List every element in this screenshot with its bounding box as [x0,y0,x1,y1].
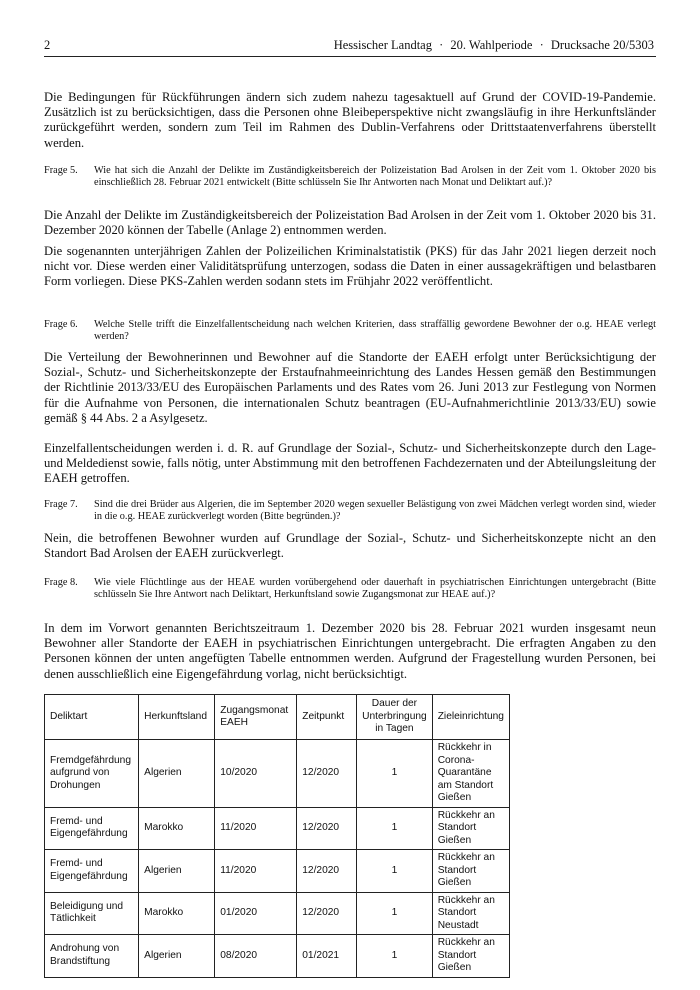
question-number: Frage 8. [44,577,78,588]
column-header: Zeitpunkt [297,695,357,740]
question-6 [44,319,656,344]
separator: · [439,38,444,52]
table-cell: Rückkehr an Standort Gießen [432,935,509,978]
table-cell: 12/2020 [297,740,357,808]
document-page [44,38,656,973]
question-7 [44,499,656,524]
table-cell: 12/2020 [297,807,357,850]
question-8 [44,577,656,602]
table-cell: Rückkehr an Standort Gießen [432,807,509,850]
answer-5-paragraph-1: Die Anzahl der Delikte im Zuständigkeitsbereich der Polizeistation Bad Arolsen in der Zeit vom 1. Oktober 2020 bis 31. Dezember 2020 können der Tabelle (Anlage 2) entnommen werden. [44,208,656,238]
table-cell: Rückkehr in Corona-Quarantäne am Standort Gießen [432,740,509,808]
question-5 [44,165,656,190]
table-cell: 1 [357,892,433,935]
question-text: Sind die drei Brüder aus Algerien, die im September 2020 wegen sexueller Belästigung von zwei Mädchen verlegt worden sind, wieder in die o.g. HEAE zurückverlegt worden (Bitte begründen.)? [94,499,656,523]
question-number: Frage 7. [44,499,78,510]
table-cell: Androhung von Brandstiftung [45,935,139,978]
question-text: Wie hat sich die Anzahl der Delikte im Zuständigkeitsbereich der Polizeistation Bad Arolsen in der Zeit vom 1. Oktober 2020 bis einschließlich 28. Februar 2021 entwickelt (Bitte schlüsseln Sie Ihr Antworten nach Monat und Deliktart auf.)? [94,165,656,189]
header-info [332,38,656,53]
answer-8-paragraph: In dem im Vorwort genannten Berichtszeitraum 1. Dezember 2020 bis 28. Februar 2021 wurden insgesamt neun Bewohner aller Standorte der EAEH in psychiatrischen Einrichtungen untergebracht. Die erfragten Angaben zu den Personen können der unten angefügten Tabelle entnommen werden. Aufgrund der Fragestellung wurden Personen, bei denen ausschließlich eine Eigengefährdung vorlag, nicht berücksichtigt. [44,621,656,681]
column-header: Zieleinrichtung [432,695,509,740]
document-number: Drucksache 20/5303 [550,38,654,52]
question-text: Wie viele Flüchtlinge aus der HEAE wurden vorübergehend oder dauerhaft in psychiatrischen Einrichtungen untergebracht (Bitte schlüsseln Sie Ihre Antwort nach Deliktart, Herkunftsland sowie Zugangsmonat zur HEAE auf.)? [94,577,656,601]
table-cell: 1 [357,935,433,978]
table-cell: Algerien [139,850,215,893]
table-cell: 10/2020 [215,740,297,808]
table-cell: 12/2020 [297,850,357,893]
separator: · [539,38,544,52]
table-cell: Algerien [139,935,215,978]
table-cell: 1 [357,850,433,893]
table-cell: Fremd- und Eigengefährdung [45,807,139,850]
page-header [44,38,656,57]
question-number: Frage 6. [44,319,78,330]
answer-5-paragraph-2: Die sogenannten unterjährigen Zahlen der Polizeilichen Kriminalstatistik (PKS) für das Jahr 2021 liegen derzeit noch nicht vor. Diese werden einer Validitätsprüfung unterzogen, sodass die Daten in einer aussagekräftigen und belastbaren Form vorliegen. Diese PKS-Zahlen werden sodann stets im Frühjahr 2022 veröffentlicht. [44,244,656,289]
placement-table [44,694,510,978]
table-cell: 1 [357,740,433,808]
publisher: Hessischer Landtag [333,38,432,52]
answer-7-paragraph: Nein, die betroffenen Bewohner wurden auf Grundlage der Sozial-, Schutz- und Sicherheitskonzepte nicht an den Standort Bad Arolsen der EAEH zurückverlegt. [44,531,656,561]
table-cell: 1 [357,807,433,850]
table-cell: Rückkehr an Standort Gießen [432,850,509,893]
table-cell: Rückkehr an Standort Neustadt [432,892,509,935]
table-row [45,807,510,850]
table-cell: 01/2021 [297,935,357,978]
table-row [45,740,510,808]
table-header-row [45,695,510,740]
table-cell: Algerien [139,740,215,808]
column-header: Dauer der Unterbringung in Tagen [357,695,433,740]
table-cell: Fremdgefährdung aufgrund von Drohungen [45,740,139,808]
table-row [45,850,510,893]
answer-6-paragraph-1: Die Verteilung der Bewohnerinnen und Bewohner auf die Standorte der EAEH erfolgt unter Berücksichtigung der Sozial-, Schutz- und Sicherheitskonzepte der Erstaufnahmeeinrichtung des Landes Hessen gemäß den Bestimmungen der Richtlinie 2013/33/EU des Europäischen Parlaments und des Rates vom 26. Juni 2013 zur Festlegung von Normen für die Aufnahme von Personen, die internationalen Schutz beantragen (EU-Aufnahmerichtlinie 2013/33/EU) sowie gemäß § 44 Abs. 2 a Asylgesetz. [44,350,656,425]
question-text: Welche Stelle trifft die Einzelfallentscheidung nach welchen Kriterien, dass straffällig gewordene Bewohner der o.g. HEAE verlegt werden? [94,319,656,343]
legislative-period: 20. Wahlperiode [450,38,533,52]
table-cell: 12/2020 [297,892,357,935]
answer-6-paragraph-2: Einzelfallentscheidungen werden i. d. R. auf Grundlage der Sozial-, Schutz- und Sicherheitskonzepte durch den Lage- und Meldedienst sowie, falls nötig, unter Abstimmung mit den betroffenen Fachdezernaten und der Abteilungsleitung der EAEH getroffen. [44,441,656,486]
intro-paragraph: Die Bedingungen für Rückführungen ändern sich zudem nahezu tagesaktuell auf Grund der COVID-19-Pandemie. Zusätzlich ist zu berücksichtigen, dass die Personen ohne Bleibeperspektive nicht zwangsläufig in ihre Herkunftsländer zurückgeführt werden, sondern zum Teil im Rahmen des Dublin-Verfahrens oder Drittstaatenverfahrens überstellt werden. [44,90,656,150]
table-cell: Fremd- und Eigengefährdung [45,850,139,893]
table-cell: 11/2020 [215,850,297,893]
table-cell: 11/2020 [215,807,297,850]
question-number: Frage 5. [44,165,78,176]
table-cell: 01/2020 [215,892,297,935]
column-header: Herkunftsland [139,695,215,740]
table-cell: Beleidigung und Tätlichkeit [45,892,139,935]
table-cell: Marokko [139,807,215,850]
table-cell: 08/2020 [215,935,297,978]
table-row [45,892,510,935]
column-header: Deliktart [45,695,139,740]
table-cell: Marokko [139,892,215,935]
column-header: Zugangsmonat EAEH [215,695,297,740]
page-number: 2 [44,38,51,52]
table-row [45,935,510,978]
